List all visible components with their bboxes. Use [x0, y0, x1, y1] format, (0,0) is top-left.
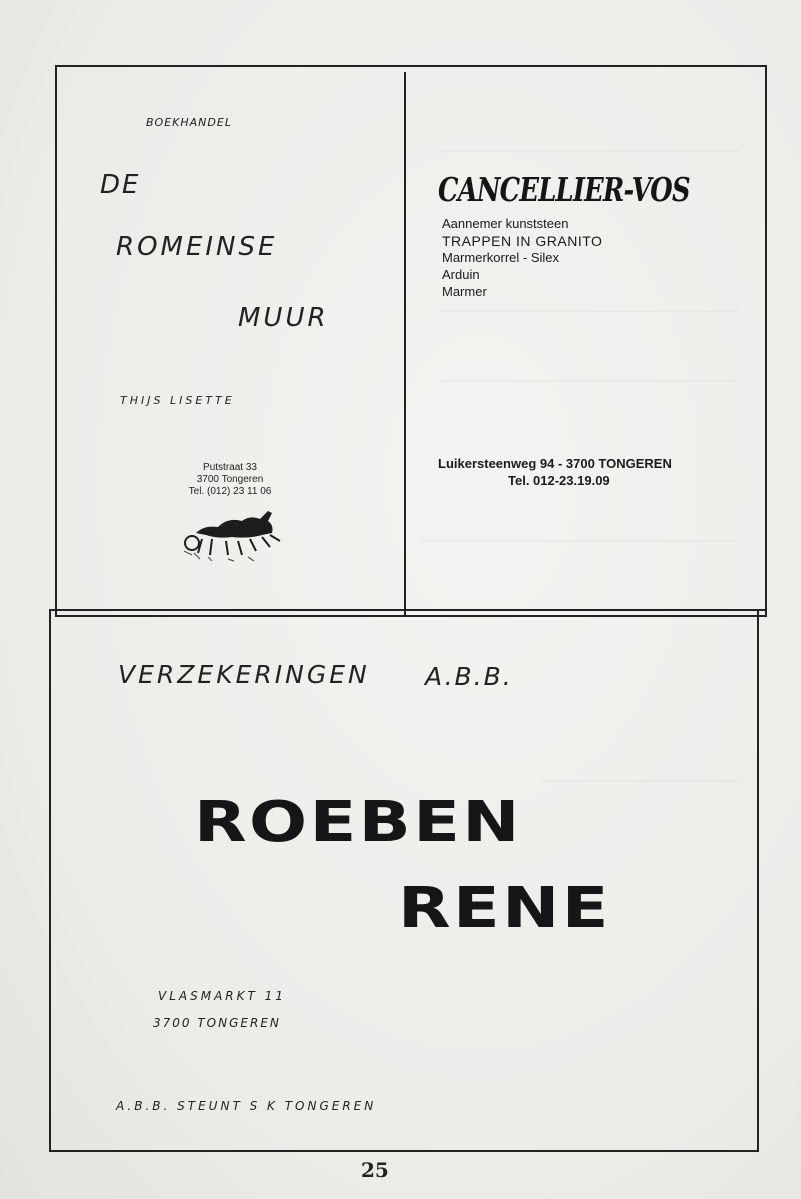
agent-street: VLASMARKT 11 [158, 989, 286, 1003]
contractor-line: TRAPPEN IN GRANITO [442, 233, 603, 249]
bookstore-name-line3: MUUR [238, 303, 329, 333]
bookstore-address [170, 462, 290, 498]
contractor-line: Marmerkorrel - Silex [442, 250, 560, 265]
insurance-heading: VERZEKERINGEN [118, 660, 370, 689]
bookstore-kicker: BOEKHANDEL [146, 116, 232, 129]
horse-chariot-icon [178, 505, 288, 565]
contractor-line: Marmer [442, 284, 487, 299]
page-number: 25 [361, 1158, 389, 1182]
address-city: 3700 Tongeren [196, 474, 264, 485]
top-ad-frame [55, 65, 767, 617]
address-phone: Tel. (012) 23 11 06 [188, 486, 272, 497]
agent-city: 3700 TONGEREN [153, 1016, 281, 1030]
address-street: Putstraat 33 [203, 462, 257, 473]
bookstore-owners: THIJS LISETTE [120, 394, 235, 407]
agent-firstname: RENE [398, 876, 611, 941]
contractor-phone: Tel. 012-23.19.09 [508, 473, 610, 488]
bookstore-name-line2: ROMEINSE [116, 232, 278, 262]
contractor-brand: CANCELLIER-VOS [438, 170, 690, 209]
insurance-company: A.B.B. [425, 662, 513, 691]
horizontal-divider [55, 609, 767, 611]
bookstore-name-line1: DE [100, 170, 141, 200]
contractor-line: Aannemer kunststeen [442, 216, 569, 231]
contractor-address: Luikersteenweg 94 - 3700 TONGEREN [438, 456, 672, 471]
agent-surname: ROEBEN [194, 790, 522, 855]
contractor-line: Arduin [442, 267, 480, 282]
sponsor-footer: A.B.B. STEUNT S K TONGEREN [116, 1099, 377, 1113]
vertical-divider [404, 72, 406, 615]
